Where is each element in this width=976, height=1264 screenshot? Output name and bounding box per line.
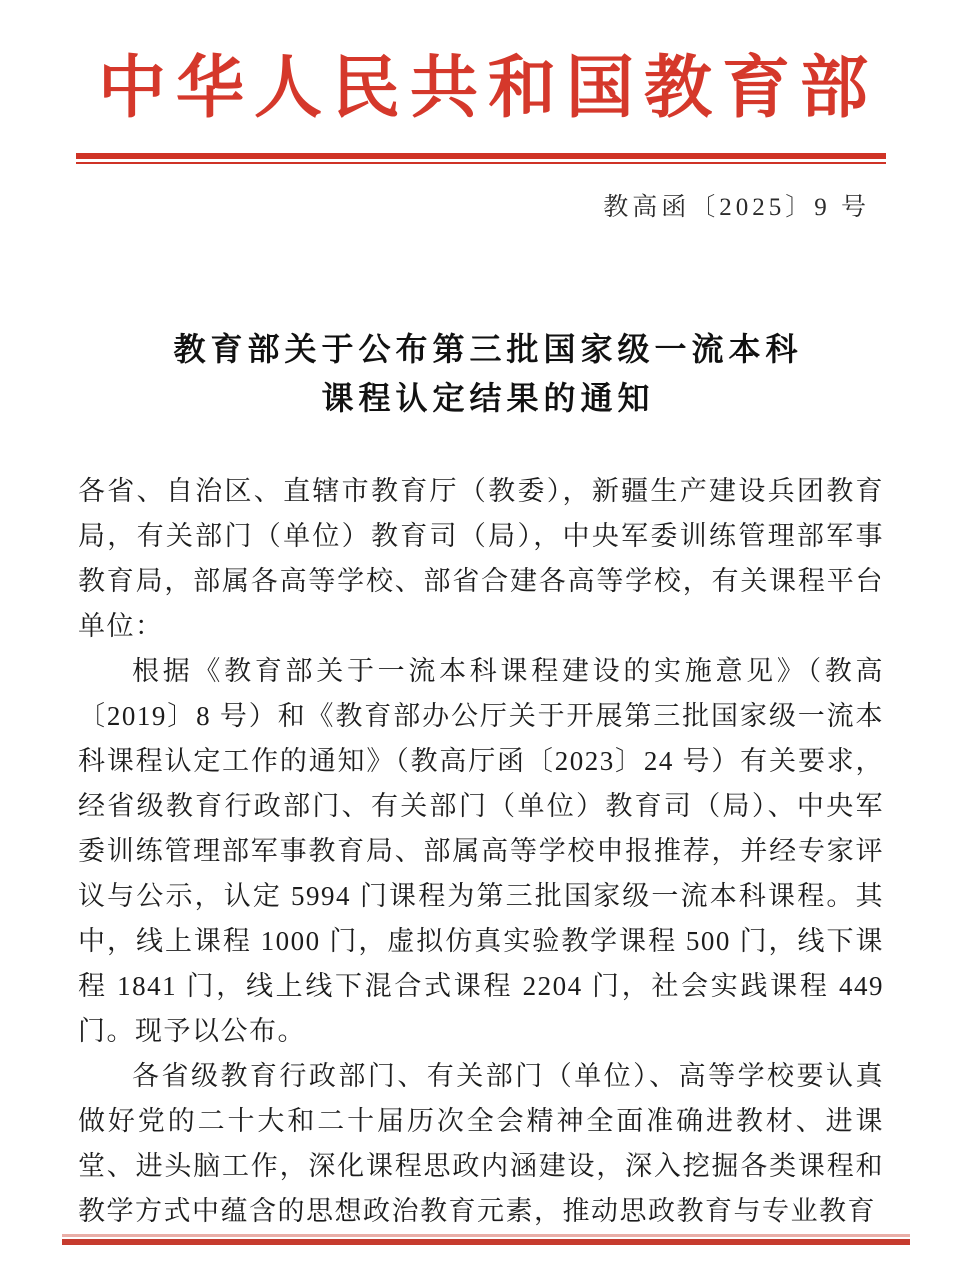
header-divider bbox=[76, 153, 886, 164]
announcement-paragraph: 根据《教育部关于一流本科课程建设的实施意见》（教高〔2019〕8 号）和《教育部办公厅关于开展第三批国家级一流本科课程认定工作的通知》（教高厅函〔2023〕24 号）有关要求，经省级教育行政部门、有关部门（单位）教育司（局）、中央军委训练管理部军事教育局、部属高等学校申报推荐，并经专家评议与公示，认定 5994 门课程为第三批国家级一流本科课程。其中，线上课程 1000 门，虚拟仿真实验教学课程 500 门，线下课程 1841 门，线上线下混合式课程 2204 门，社会实践课程 449 门。现予以公布。 bbox=[78, 656, 884, 1046]
header-rule-thick bbox=[76, 153, 886, 159]
document-reference-number: 教高函〔2025〕9 号 bbox=[603, 194, 870, 221]
footer-rule-light bbox=[62, 1234, 910, 1237]
header-rule-thin bbox=[76, 162, 886, 164]
notice-title-line2: 课程认定结果的通知 bbox=[321, 380, 655, 416]
notice-title-line1: 教育部关于公布第三批国家级一流本科 bbox=[173, 331, 803, 367]
recipients-paragraph: 各省、自治区、直辖市教育厅（教委），新疆生产建设兵团教育局，有关部门（单位）教育司（局），中央军委训练管理部军事教育局，部属各高等学校、部省合建各高等学校，有关课程平台单位： bbox=[78, 476, 884, 641]
notice-body bbox=[78, 469, 884, 1234]
requirements-paragraph: 各省级教育行政部门、有关部门（单位）、高等学校要认真做好党的二十大和二十届历次全会精神全面准确进教材、进课堂、进头脑工作，深化课程思政内涵建设，深入挖掘各类课程和教学方式中蕴含的思想政治教育元素，推动思政教育与专业教育 bbox=[78, 1061, 884, 1226]
footer-divider bbox=[62, 1234, 910, 1245]
masthead-title: 中华人民共和国教育部 bbox=[97, 50, 878, 126]
footer-rule-dark bbox=[62, 1239, 910, 1245]
notice-title bbox=[0, 325, 976, 423]
